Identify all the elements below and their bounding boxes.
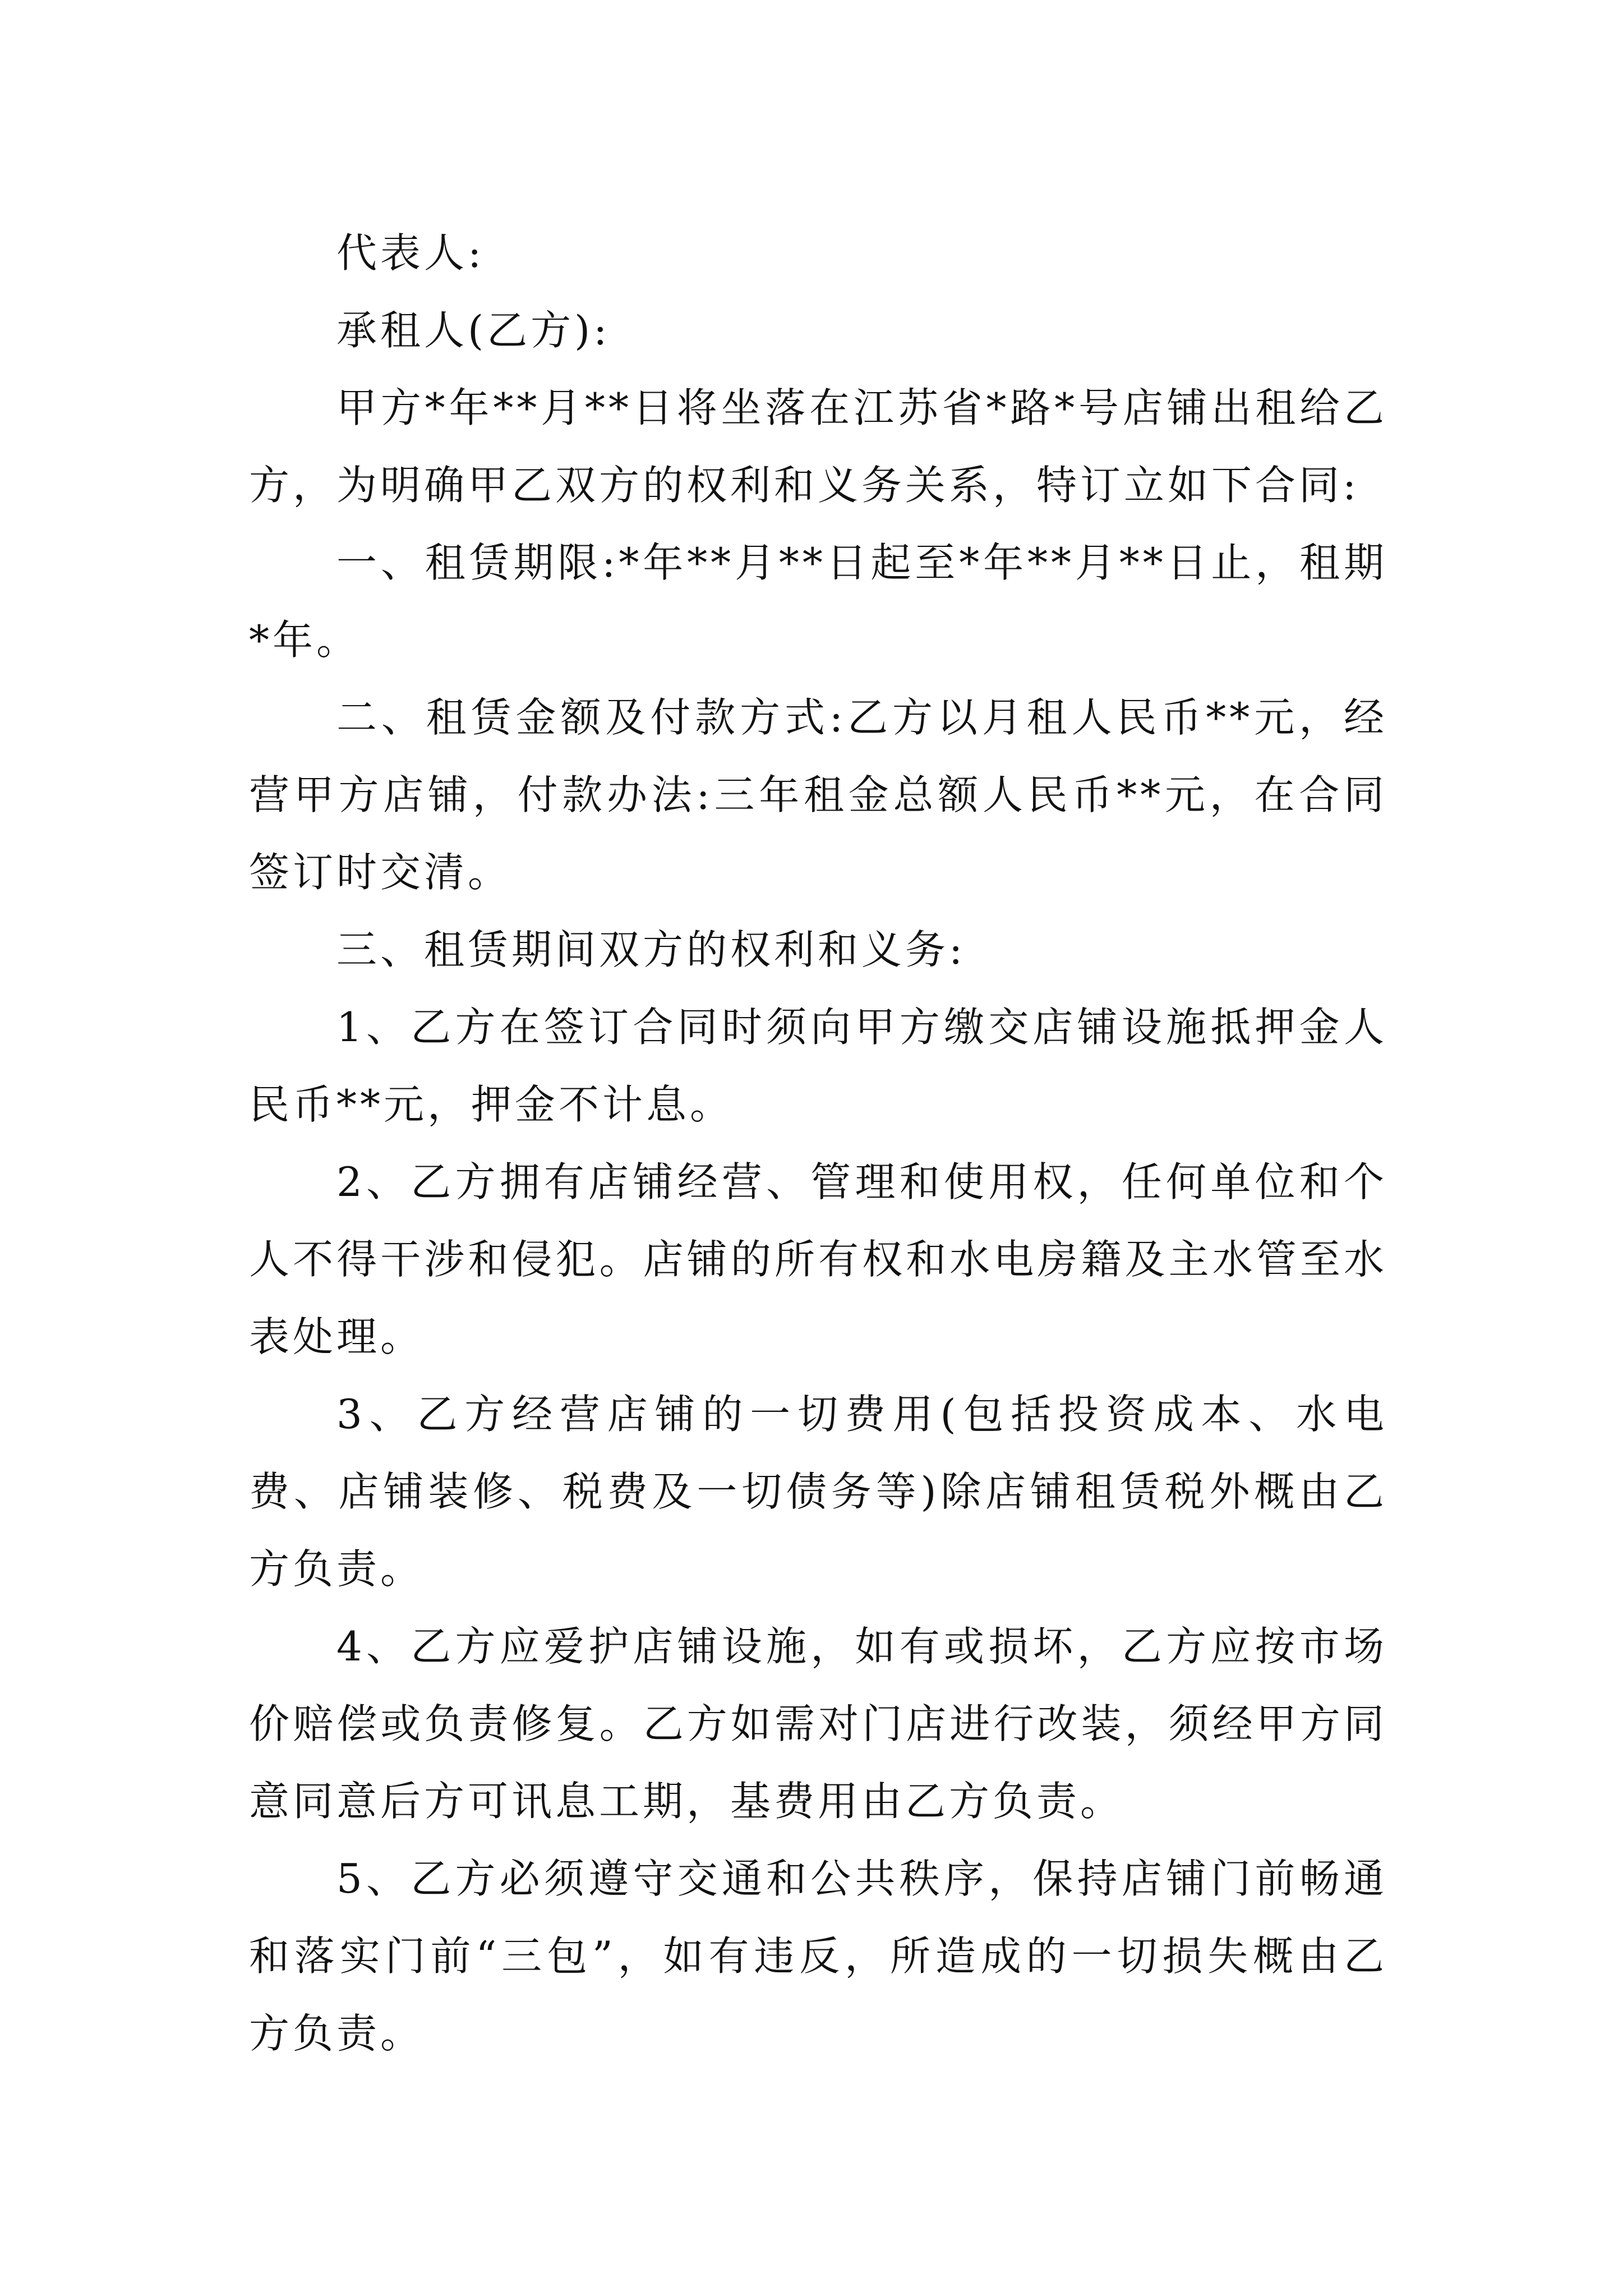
clause-item-3: 3、乙方经营店铺的一切费用(包括投资成本、水电费、店铺装修、税费及一切债务等)除店铺租赁税外概由乙方负责。: [249, 1391, 1387, 1593]
clause-item-5: 5、乙方必须遵守交通和公共秩序，保持店铺门前畅通和落实门前“三包”，如有违反，所造成的一切损失概由乙方负责。: [249, 1855, 1387, 2057]
clause-rights-heading: 三、租赁期间双方的权利和义务:: [336, 926, 966, 973]
clause-rent-payment: 二、租赁金额及付款方式:乙方以月租人民币**元，经营甲方店铺，付款办法:三年租金总额人民币**元，在合同签订时交清。: [249, 694, 1387, 896]
document-body: [249, 214, 1387, 2072]
clause-item-4: 4、乙方应爱护店铺设施，如有或损坏，乙方应按市场价赔偿或负责修复。乙方如需对门店进行改装，须经甲方同意同意后方可讯息工期，基费用由乙方负责。: [249, 1623, 1387, 1825]
lessee-line: 承租人(乙方):: [336, 307, 611, 354]
clause-item-1: 1、乙方在签订合同时须向甲方缴交店铺设施抵押金人民币**元，押金不计息。: [249, 1004, 1387, 1128]
representative-line: 代表人:: [336, 229, 485, 277]
preamble-paragraph: 甲方*年**月**日将坐落在江苏省*路*号店铺出租给乙方，为明确甲乙双方的权利和义务关系，特订立如下合同:: [249, 384, 1387, 509]
clause-lease-term: 一、租赁期限:*年**月**日起至*年**月**日止，租期*年。: [249, 539, 1387, 664]
clause-item-2: 2、乙方拥有店铺经营、管理和使用权，任何单位和个人不得干涉和侵犯。店铺的所有权和水电房籍及主水管至水表处理。: [249, 1158, 1387, 1360]
